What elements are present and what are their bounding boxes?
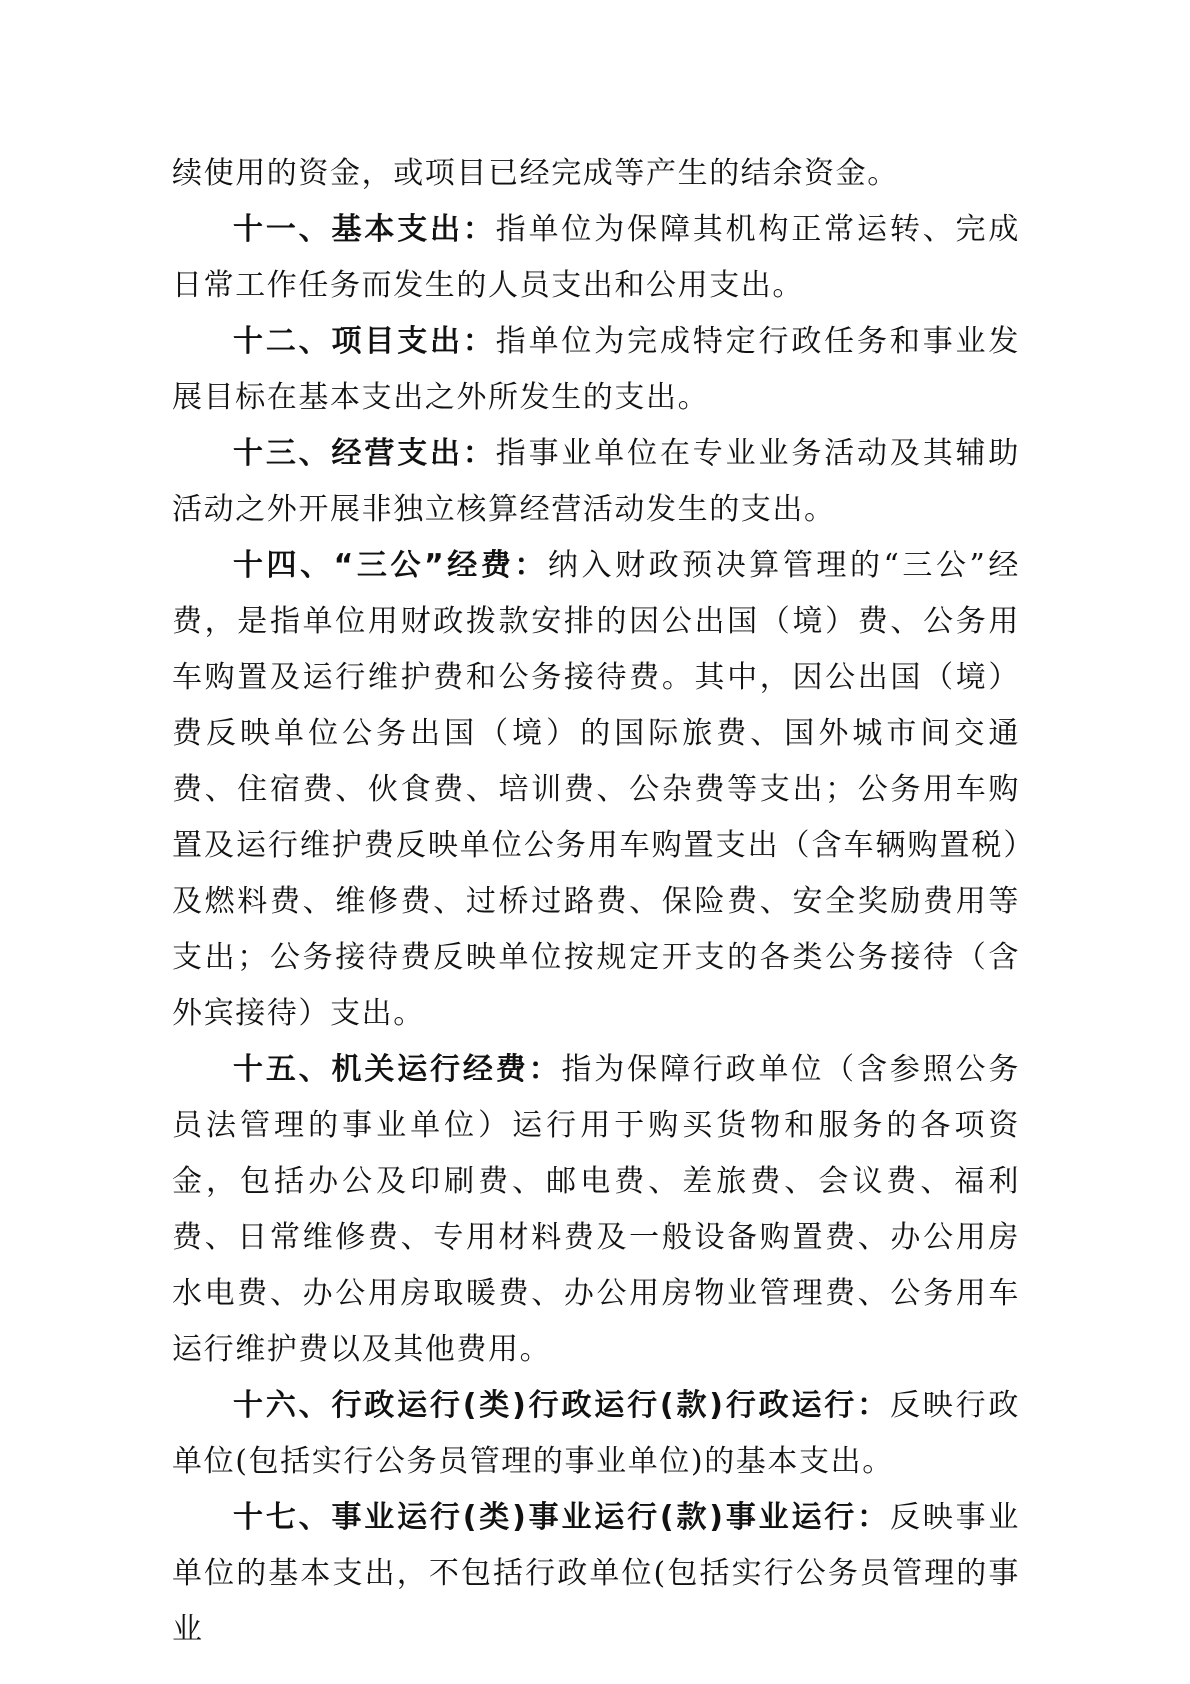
paragraph-text: 纳入财政预决算管理的“三公”经费，是指单位用财政拨款安排的因公出国（境）费、公务用车购置及运行维护费和公务接待费。其中，因公出国（境）费反映单位公务出国（境）的国际旅费、国外城市间交通费、住宿费、伙食费、培训费、公杂费等支出；公务用车购置及运行维护费反映单位公务用车购置支出（含车辆购置税）及燃料费、维修费、过桥过路费、保险费、安全奖励费用等支出；公务接待费反映单位按规定开支的各类公务接待（含外宾接待）支出。 xyxy=(172,548,1020,1031)
term-heading: 十一、基本支出： xyxy=(233,212,496,247)
term-heading: 十二、项目支出： xyxy=(233,324,496,359)
term-heading: 十七、事业运行(类)事业运行(款)事业运行： xyxy=(233,1500,890,1535)
paragraph-agency-operating-funds xyxy=(172,1042,1020,1378)
paragraph-three-public-expenses xyxy=(172,538,1020,1042)
paragraph-text: 反映行政单位(包括实行公务员管理的事业单位)的基本支出。 xyxy=(172,1388,1021,1479)
term-heading: 十四、“三公”经费： xyxy=(233,548,548,583)
term-heading: 十三、经营支出： xyxy=(233,436,496,471)
paragraph-project-expenditure xyxy=(172,314,1020,426)
paragraph-text: 指事业单位在专业业务活动及其辅助活动之外开展非独立核算经营活动发生的支出。 xyxy=(172,436,1020,527)
document-body xyxy=(172,146,1020,1658)
paragraph-text: 指单位为保障其机构正常运转、完成日常工作任务而发生的人员支出和公用支出。 xyxy=(172,212,1020,303)
paragraph-text: 反映事业单位的基本支出，不包括行政单位(包括实行公务员管理的事业 xyxy=(172,1500,1021,1647)
paragraph-operating-expenditure xyxy=(172,426,1020,538)
paragraph-text: 指单位为完成特定行政任务和事业发展目标在基本支出之外所发生的支出。 xyxy=(172,324,1020,415)
term-heading: 十六、行政运行(类)行政运行(款)行政运行： xyxy=(233,1388,890,1423)
term-heading: 十五、机关运行经费： xyxy=(233,1052,562,1087)
paragraph-basic-expenditure xyxy=(172,202,1020,314)
paragraph-continuation xyxy=(172,146,1020,202)
paragraph-institution-operation xyxy=(172,1490,1020,1658)
paragraph-administrative-operation xyxy=(172,1378,1020,1490)
paragraph-text: 指为保障行政单位（含参照公务员法管理的事业单位）运行用于购买货物和服务的各项资金，包括办公及印刷费、邮电费、差旅费、会议费、福利费、日常维修费、专用材料费及一般设备购置费、办公用房水电费、办公用房取暖费、办公用房物业管理费、公务用车运行维护费以及其他费用。 xyxy=(172,1052,1020,1367)
paragraph-text: 续使用的资金，或项目已经完成等产生的结余资金。 xyxy=(172,156,899,191)
